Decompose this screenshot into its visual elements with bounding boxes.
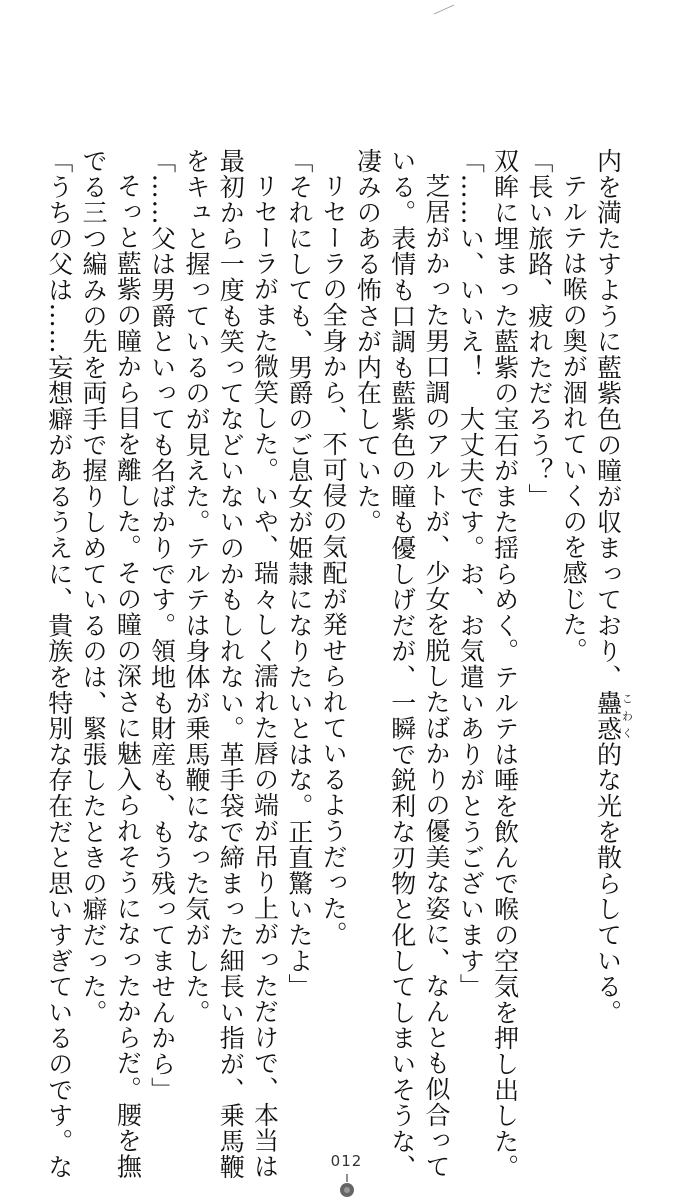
text-line xyxy=(556,148,590,1048)
page-number: 012 xyxy=(330,1152,363,1170)
ruby-reading: こわく xyxy=(620,689,634,742)
text-line-content: いる。表情も口調も藍紫色の瞳も優しげだが、一瞬で鋭利な刃物と化してしまいそうな、 xyxy=(387,148,417,1180)
ruby-base: 蠱惑 xyxy=(593,689,623,742)
text-line xyxy=(247,148,281,1180)
text-line-content: 「うちの父は……妄想癖があるうえに、貴族を特別な存在だと思いすぎているのです。な xyxy=(44,148,74,1180)
text-line-content: 最初から一度も笑ってなどいないのかもしれない。革手袋で締まった細長い指が、乗馬鞭 xyxy=(216,148,246,1180)
stray-mark xyxy=(432,2,456,16)
text-line xyxy=(144,148,178,1103)
text-line xyxy=(41,148,75,1180)
text-line-content: リセーラがまた微笑した。いや、瑞々しく濡れた唇の端が吊り上がっただけで、本当は xyxy=(250,173,280,1180)
text-line xyxy=(282,148,316,1048)
text-line-content: 「……父は男爵といっても名ばかりです。領地も財産も、もう残ってませんから」 xyxy=(147,148,177,1103)
text-line xyxy=(487,148,521,1180)
text-line-content: 「長い旅路、疲れただろう？」 xyxy=(524,148,554,510)
text-line xyxy=(350,148,384,1048)
text-line-content: 「……い、いいえ！ 大丈夫です。お、お気遣いありがとうございます」 xyxy=(456,148,486,1000)
text-line xyxy=(76,148,110,1048)
text-line xyxy=(384,148,418,1180)
text-line xyxy=(453,148,487,1048)
text-line-content: そっと藍紫の瞳から目を離した。その瞳の深さに魅入られそうになったからだ。腰を撫 xyxy=(113,173,143,1180)
text-line-content: をキュと握っているのが見えた。テルテは身体が乗馬鞭になった気がした。 xyxy=(181,148,211,1026)
text-line xyxy=(590,148,633,1048)
text-line-content: 内を満たすように藍紫色の瞳が収まっており、 xyxy=(593,148,623,690)
page-ornament xyxy=(332,1174,362,1200)
text-line-content: 凄みのある怖さが内在していた。 xyxy=(353,148,383,535)
text-line-content: リセーラの全身から、不可侵の気配が発せられているようだった。 xyxy=(319,173,349,947)
text-line-content: テルテは喉の奥が涸れていくのを感じた。 xyxy=(559,173,589,664)
ruby-annotation xyxy=(593,689,634,742)
text-line xyxy=(213,148,247,1180)
text-line-content: 的な光を散らしている。 xyxy=(593,741,623,1026)
text-line xyxy=(522,148,556,1048)
text-line xyxy=(316,148,350,1048)
text-line-content: 「それにしても、男爵のご息女が姫隷になりたいとはな。正直驚いたよ」 xyxy=(284,148,314,1000)
text-line xyxy=(179,148,213,1048)
text-line-content: 芝居がかった男口調のアルトが、少女を脱したばかりの優美な姿に、なんとも似合って xyxy=(422,173,452,1180)
text-line-content: 双眸に埋まった藍紫の宝石がまた揺らめく。テルテは唾を飲んで喉の空気を押し出した。 xyxy=(490,148,520,1180)
text-line xyxy=(419,148,453,1180)
text-line-content: でる三つ編みの先を両手で握りしめているのは、緊張したときの癖だった。 xyxy=(79,148,109,1026)
text-line xyxy=(110,148,144,1180)
